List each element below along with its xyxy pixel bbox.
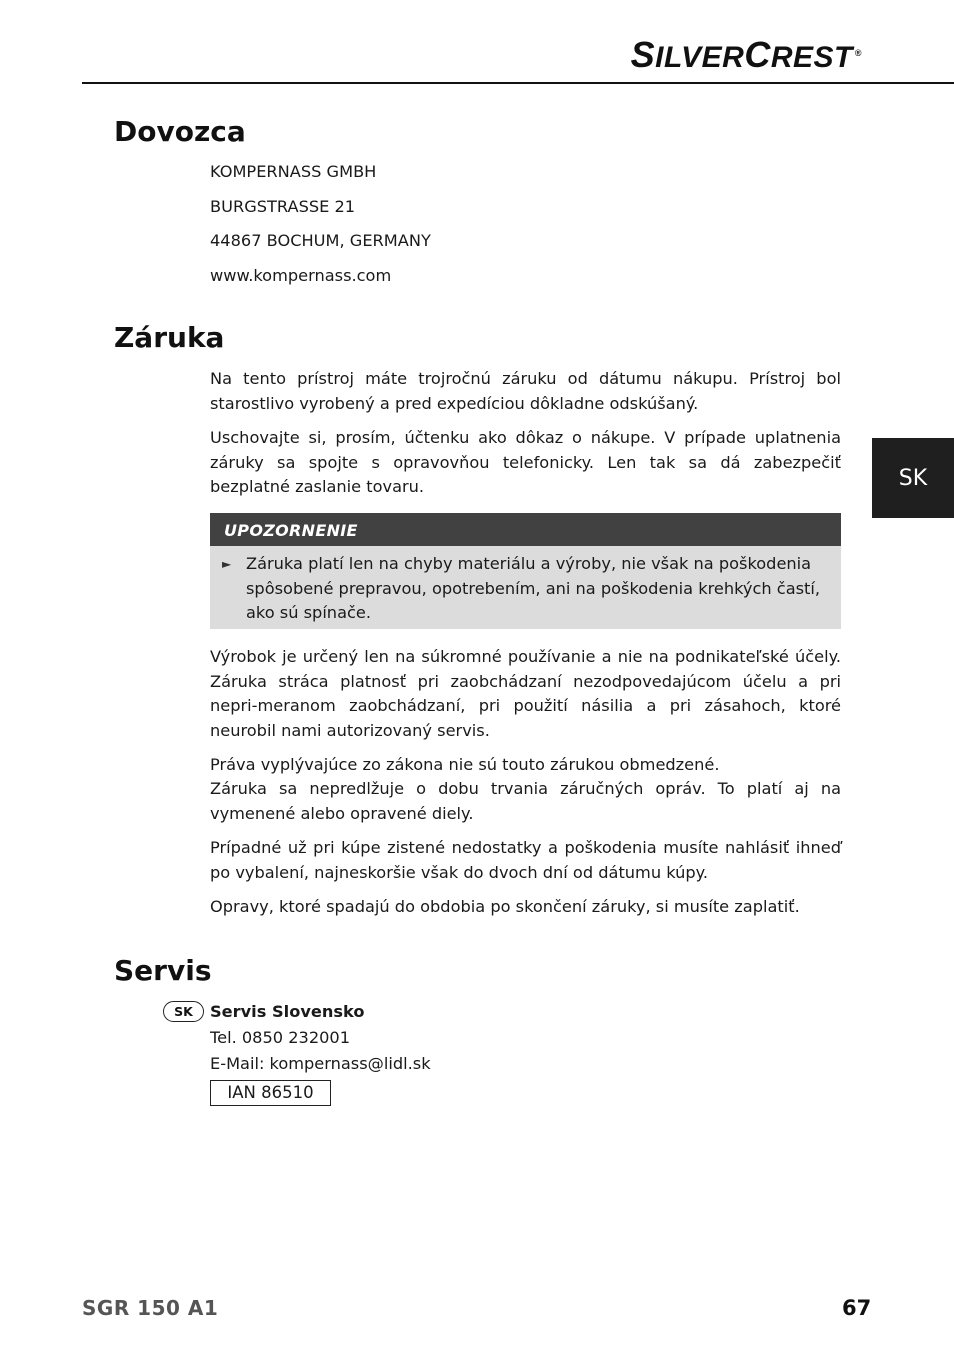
brand-ilver: ILVER bbox=[655, 41, 745, 74]
warranty-paragraph-4a: Práva vyplývajúce zo zákona nie sú touto zárukou obmedzené. bbox=[210, 755, 720, 774]
importer-city: 44867 BOCHUM, GERMANY bbox=[210, 231, 431, 250]
registered-mark: ® bbox=[854, 48, 862, 58]
language-tab: SK bbox=[872, 438, 954, 518]
warranty-paragraph-2: Uschovajte si, prosím, účtenku ako dôkaz o nákupe. V prípade uplatnenia záruky sa spojte s opravovňou telefonicky. Len tak sa dá zabezpečiť bezplatné zaslanie tovaru. bbox=[210, 428, 841, 496]
bullet-arrow-icon: ► bbox=[222, 557, 232, 571]
footer-model: SGR 150 A1 bbox=[82, 1296, 219, 1320]
warranty-paragraph-4b: Záruka sa nepredlžuje o dobu trvania záručných opráv. To platí aj na vymenené alebo opravené diely. bbox=[210, 779, 841, 823]
brand-logo bbox=[631, 34, 862, 76]
importer-heading: Dovozca bbox=[114, 115, 246, 148]
service-name: Servis Slovensko bbox=[210, 1002, 365, 1021]
notice-title: UPOZORNENIE bbox=[210, 513, 841, 546]
warranty-paragraph-5: Prípadné už pri kúpe zistené nedostatky a poškodenia musíte nahlásiť ihneď po vybalení, najneskoršie však do dvoch dní od dátumu kúpy. bbox=[210, 838, 841, 882]
warranty-heading: Záruka bbox=[114, 321, 225, 354]
notice-body bbox=[210, 546, 841, 629]
country-badge: SK bbox=[163, 1001, 204, 1022]
warranty-paragraph-1: Na tento prístroj máte trojročnú záruku od dátumu nákupu. Prístroj bol starostlivo vyrobený a pred expedíciou dôkladne odskúšaný. bbox=[210, 369, 841, 413]
service-phone: Tel. 0850 232001 bbox=[210, 1028, 351, 1047]
ian-box: IAN 86510 bbox=[210, 1080, 331, 1106]
warranty-paragraph-3: Výrobok je určený len na súkromné používanie a nie na podnikateľské účely. Záruka stráca platnosť pri zaobchádzaní nezodpovedajúcom účelu a pri nepri-meranom zaobchádzaní, pri použití násilia a pri zásahoch, ktoré neurobil nami autorizovaný servis. bbox=[210, 647, 841, 740]
importer-street: BURGSTRASSE 21 bbox=[210, 197, 356, 216]
notice-box bbox=[210, 513, 841, 629]
notice-text: Záruka platí len na chyby materiálu a výroby, nie však na poškodenia spôsobené prepravou, opotrebením, ani na poškodenia krehkých častí, ako sú spínače. bbox=[246, 554, 821, 622]
service-email: E-Mail: kompernass@lidl.sk bbox=[210, 1054, 431, 1073]
header-rule bbox=[82, 82, 954, 84]
brand-c: C bbox=[744, 34, 771, 75]
brand-s: S bbox=[630, 34, 656, 75]
brand-rest: REST bbox=[770, 41, 853, 74]
warranty-paragraph-6: Opravy, ktoré spadajú do obdobia po skončení záruky, si musíte zaplatiť. bbox=[210, 897, 800, 916]
importer-company: KOMPERNASS GMBH bbox=[210, 162, 377, 181]
page-number: 67 bbox=[842, 1296, 872, 1320]
service-heading: Servis bbox=[114, 954, 212, 987]
importer-website: www.kompernass.com bbox=[210, 266, 392, 285]
